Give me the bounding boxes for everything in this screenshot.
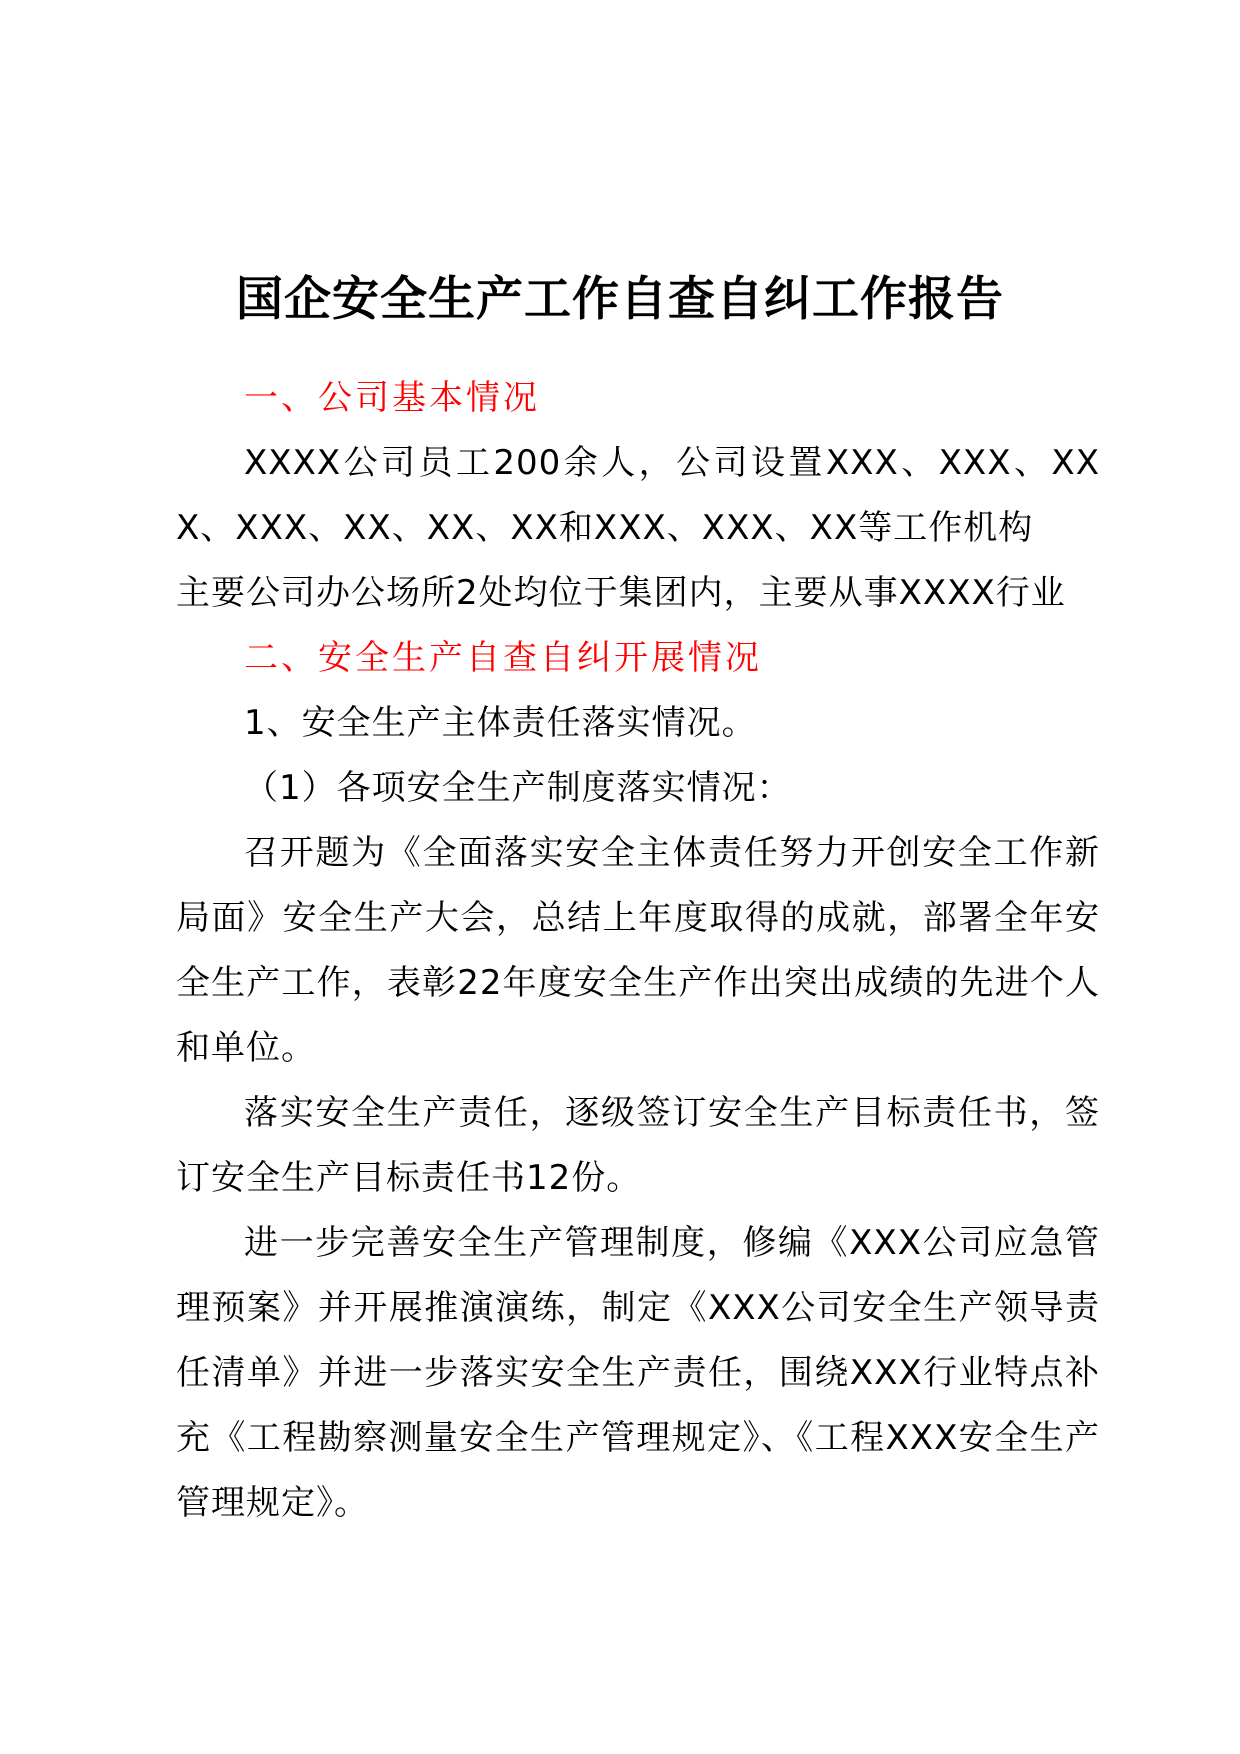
- subheading-system-implementation: （1）各项安全生产制度落实情况：: [244, 768, 792, 808]
- paragraph-company-location: 主要公司办公场所2处均位于集团内，主要从事XXXX行业: [176, 573, 1066, 613]
- paragraph-safety-conference: 召开题为《全面落实安全主体责任努力开创安全工作新局面》安全生产大会，总结上年度取得的成就，部署全年安全生产工作，表彰22年度安全生产作出突出成绩的先进个人和单位。: [176, 833, 1100, 1068]
- document-body: [176, 366, 1100, 1536]
- document-title: 国企安全生产工作自查自纠工作报告: [236, 272, 1004, 327]
- paragraph-responsibility-letters: 落实安全生产责任，逐级签订安全生产目标责任书，签订安全生产目标责任书12份。: [176, 1093, 1100, 1198]
- subheading-responsibility: 1、安全生产主体责任落实情况。: [244, 703, 757, 743]
- paragraph-management-system: 进一步完善安全生产管理制度，修编《XXX公司应急管理预案》并开展推演演练，制定《XXX公司安全生产领导责任清单》并进一步落实安全生产责任，围绕XXX行业特点补充《工程勘察测量安全生产管理规定》、《工程XXX安全生产管理规定》。: [176, 1223, 1100, 1523]
- paragraph-company-structure: XXXX公司员工200余人，公司设置XXX、XXX、XXX、XXX、XX、XX、XX和XXX、XXX、XX等工作机构: [176, 443, 1100, 548]
- section-heading-1: 一、公司基本情况: [244, 378, 540, 418]
- section-heading-2: 二、安全生产自查自纠开展情况: [244, 638, 762, 678]
